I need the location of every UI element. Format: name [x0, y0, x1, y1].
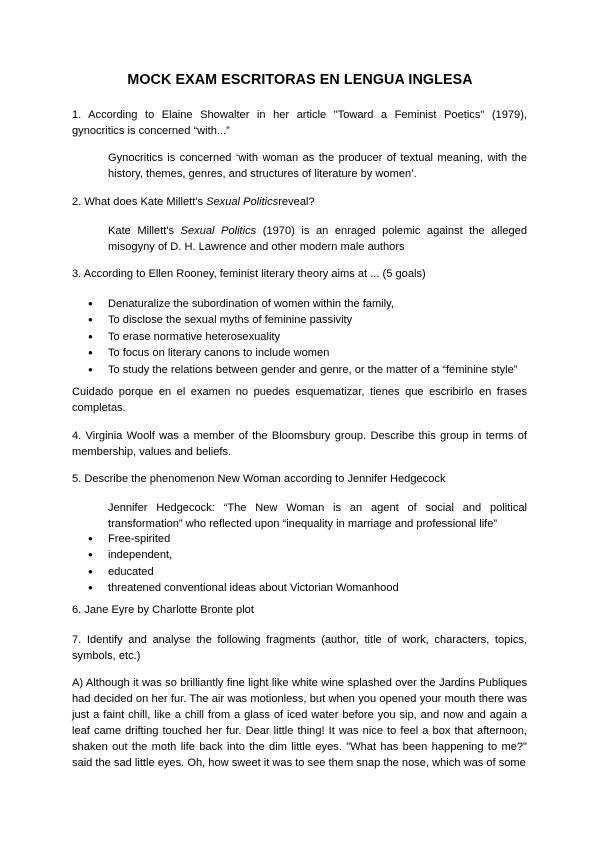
- question-6: 6. Jane Eyre by Charlotte Bronte plot: [72, 604, 254, 616]
- question-7: 7. Identify and analyse the following fragments (author, title of work, characters, topics, symbols, etc.): [72, 634, 527, 662]
- question-2-prefix: 2. What does Kate Millett's: [72, 196, 207, 208]
- question-3: 3. According to Ellen Rooney, feminist literary theory aims at ... (5 goals): [72, 268, 426, 280]
- answer-2: [108, 223, 527, 255]
- list-item: ● Denaturalize the subordination of women within the family,: [72, 296, 527, 312]
- exam-note: Cuidado porque en el examen no puedes esquematizar, tienes que escribirlo en frases completas.: [72, 386, 527, 414]
- new-woman-traits-list: [72, 531, 527, 597]
- question-1: 1. According to Elaine Showalter in her article "Toward a Feminist Poetics" (1979), gynocritics is concerned “with...”: [72, 109, 527, 137]
- answer-2-title: Sexual Politics: [180, 225, 257, 237]
- list-item: ● threatened conventional ideas about Victorian Womanhood: [72, 580, 527, 596]
- goals-list: [72, 296, 527, 378]
- question-2-title: Sexual Politics: [206, 196, 279, 208]
- list-item: ● Free-spirited: [72, 531, 527, 547]
- fragment-a: A) Although it was so brilliantly fine light like white wine splashed over the Jardins Publiques had decided on her fur. The air was motionless, but when you opened your mouth there was just a faint chill, like a chill from a glass of iced water before you sip, and now and again a leaf came drifting touched her fur. Dear little thing! It was nice to feel a box that afternoon, shaken out the moth life back into the dim little eyes. "What has been happening to me?" said the sad little eyes. Oh, how sweet it was to see them snap the nose, which was of some: [72, 677, 527, 769]
- answer-2-prefix: Kate Millett's: [108, 225, 181, 237]
- list-item: ● To focus on literary canons to include women: [72, 345, 527, 361]
- list-item: ● To erase normative heterosexuality: [72, 329, 527, 345]
- question-4: 4. Virginia Woolf was a member of the Bloomsbury group. Describe this group in terms of membership, values and beliefs.: [72, 430, 527, 458]
- list-item: ● independent,: [72, 547, 527, 563]
- question-2-suffix: reveal?: [278, 196, 315, 208]
- page-title: MOCK EXAM ESCRITORAS EN LENGUA INGLESA: [127, 72, 473, 88]
- list-item: ● To study the relations between gender and genre, or the matter of a “feminine style”: [72, 362, 527, 378]
- answer-1: Gynocritics is concerned ‘with woman as the producer of textual meaning, with the history, themes, genres, and structures of literature by women’.: [108, 152, 527, 180]
- answer-2-suffix: (1970) is an enraged polemic against the alleged misogyny of D. H. Lawrence and other modern male authors: [108, 225, 527, 253]
- question-2: [72, 194, 527, 210]
- list-item: ● To disclose the sexual myths of feminine passivity: [72, 312, 527, 328]
- list-item: ● educated: [72, 564, 527, 580]
- answer-5: Jennifer Hedgecock: “The New Woman is an agent of social and political transformation” who reflected upon “inequality in marriage and professional life”: [108, 502, 527, 530]
- question-5: 5. Describe the phenomenon New Woman according to Jennifer Hedgecock: [72, 473, 446, 485]
